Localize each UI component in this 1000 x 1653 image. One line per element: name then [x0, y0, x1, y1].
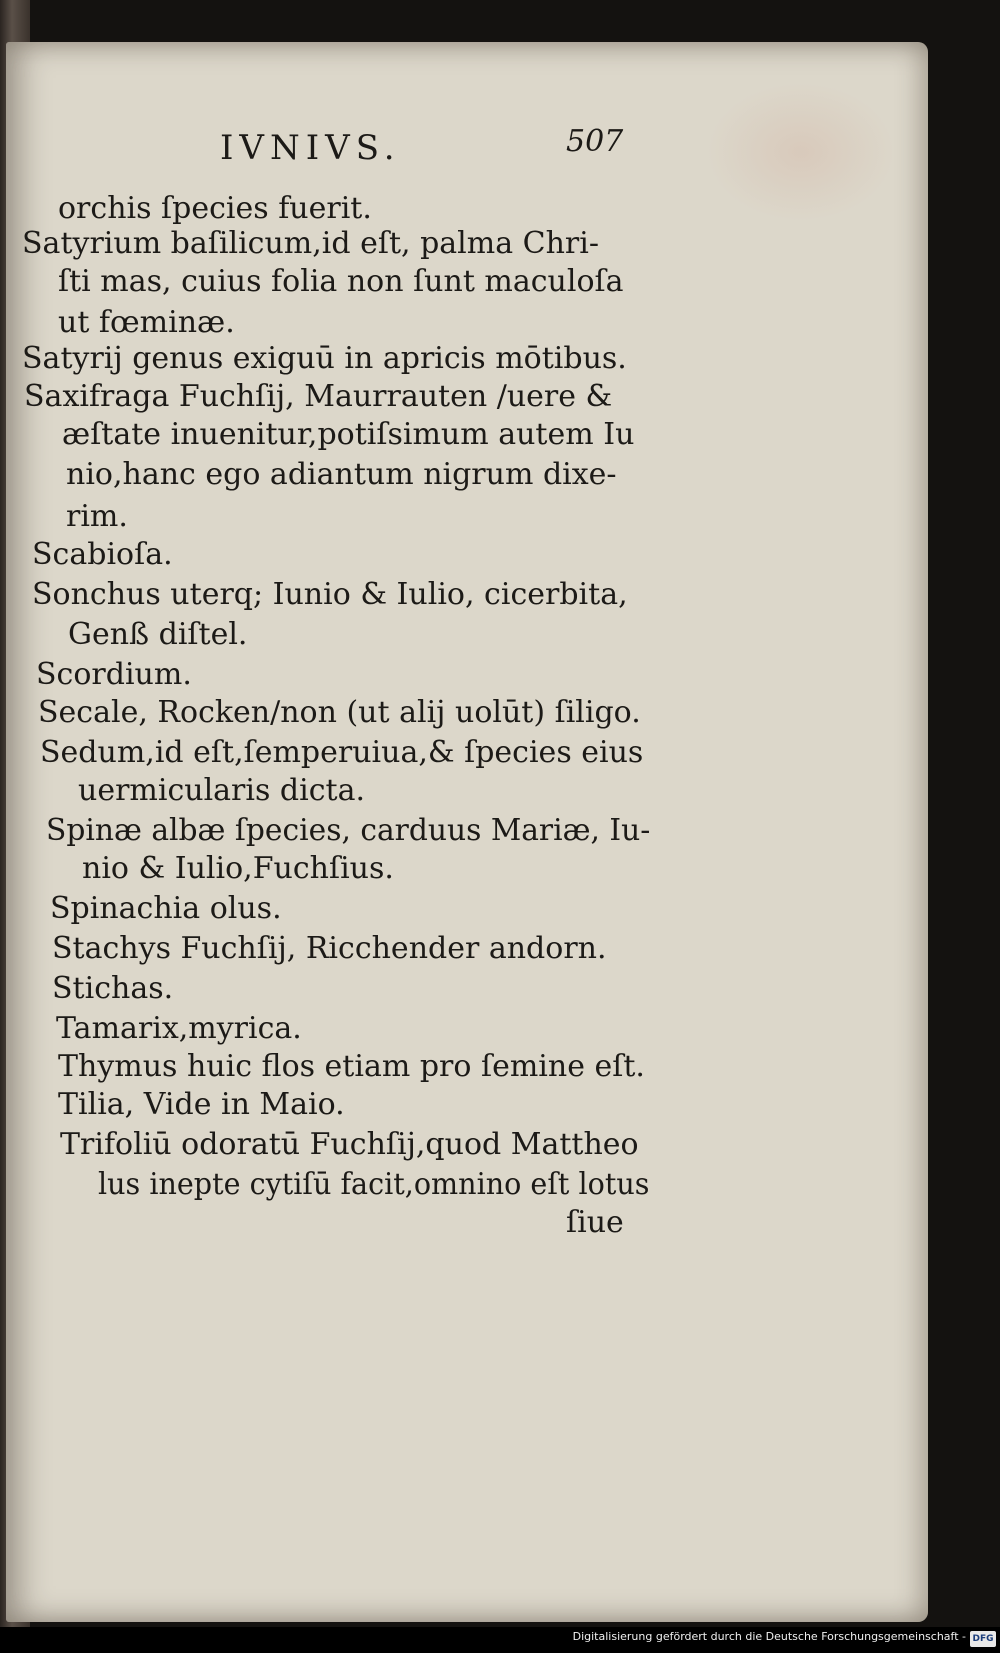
- text-line: nio & Iulio,Fuchſius.: [82, 851, 394, 886]
- text-line: Spinæ albæ ſpecies, carduus Mariæ, Iu-: [46, 813, 651, 848]
- text-line: Stachys Fuchſij, Ricchender andorn.: [52, 931, 607, 966]
- text-line: nio,hanc ego adiantum nigrum dixe-: [66, 457, 617, 492]
- dfg-logo: DFG: [970, 1631, 996, 1647]
- text-line: Thymus huic flos etiam pro ſemine eſt.: [58, 1049, 645, 1084]
- text-line: Tamarix,myrica.: [56, 1011, 302, 1046]
- page-number: 507: [566, 124, 624, 159]
- text-line: Tilia, Vide in Maio.: [58, 1087, 345, 1122]
- running-head: IVNIVS.: [220, 128, 401, 168]
- text-line: Satyrium baſilicum,id eſt, palma Chri-: [22, 226, 599, 261]
- funding-credit: Digitalisierung gefördert durch die Deutsche Forschungsgemeinschaft -: [572, 1630, 966, 1643]
- text-line: Scordium.: [36, 657, 192, 692]
- page-header: [0, 124, 1000, 178]
- text-line: æſtate inuenitur,potiſsimum autem Iu: [62, 417, 635, 452]
- text-line: ut fœminæ.: [58, 305, 235, 340]
- text-line: Saxifraga Fuchſij, Maurrauten /uere &: [24, 379, 613, 414]
- text-line: Sonchus uterq; Iunio & Iulio, cicerbita,: [32, 577, 628, 612]
- text-line: orchis ſpecies fuerit.: [58, 191, 372, 226]
- text-line: Spinachia olus.: [50, 891, 282, 926]
- text-line: Secale, Rocken/non (ut alij uolūt) ſiligo.: [38, 695, 641, 730]
- catchword: ſiue: [566, 1205, 624, 1240]
- text-line: Trifoliū odoratū Fuchſij,quod Mattheo: [60, 1127, 639, 1162]
- text-line: lus inepte cytiſū facit,omnino eſt lotus: [98, 1167, 650, 1202]
- text-line: Stichas.: [52, 971, 174, 1006]
- text-line: ſti mas, cuius folia non ſunt maculoſa: [58, 264, 624, 299]
- digitization-footer: [0, 1627, 1000, 1653]
- text-line: Satyrij genus exiguū in apricis mōtibus.: [22, 341, 627, 376]
- text-line: Genß diſtel.: [68, 617, 248, 652]
- text-line: Scabioſa.: [32, 537, 173, 572]
- text-line: uermicularis dicta.: [78, 773, 366, 808]
- text-line: Sedum,id eſt,ſemperuiua,& ſpecies eius: [40, 735, 644, 770]
- text-line: rim.: [66, 499, 128, 534]
